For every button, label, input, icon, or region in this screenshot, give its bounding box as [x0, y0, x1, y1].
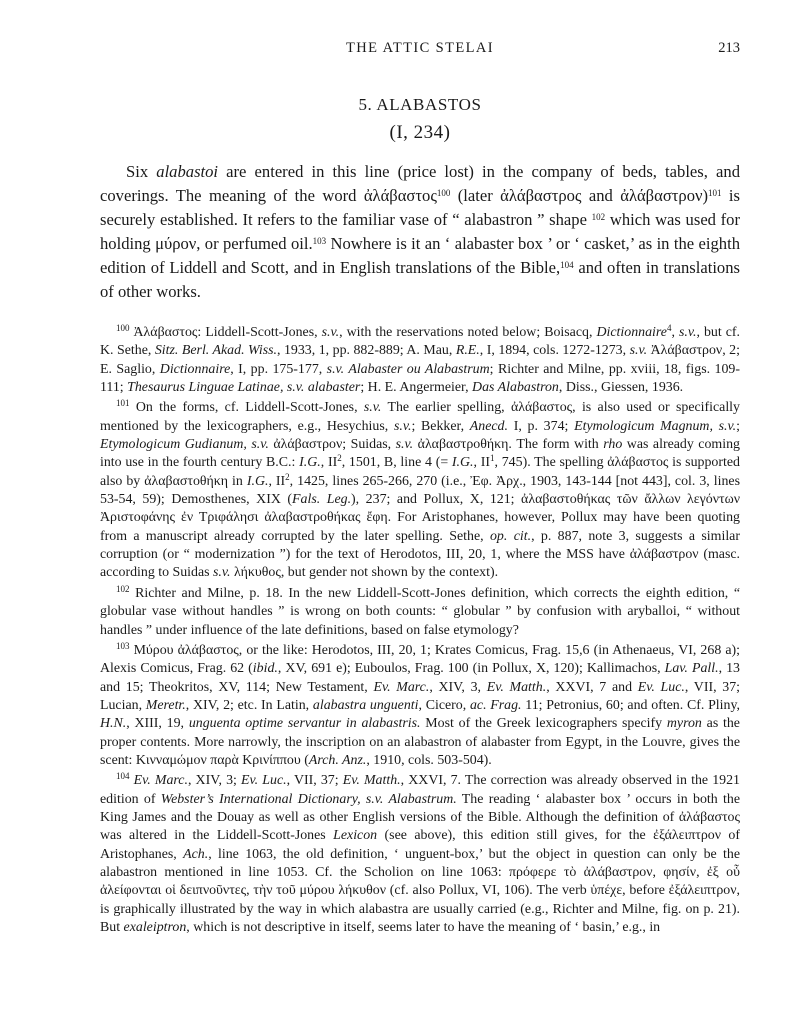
text-run: I, p. 374;: [507, 418, 575, 434]
italic-text: s.v.: [321, 325, 340, 340]
footnote-ref: 1: [490, 453, 495, 464]
text-run: , VII, 37; Lucian,: [100, 679, 741, 713]
text-run: ἀλάβαστρον; Suidas,: [268, 437, 396, 453]
text-run: , 1501, B, line 4 (=: [341, 455, 452, 471]
footnote-ref: 102: [116, 583, 130, 594]
italic-text: Ach.: [183, 846, 209, 862]
italic-text: Ev. Luc.: [241, 773, 287, 789]
text-run: , p. 887, note 3, suggests a similar corruption (or “ modernization ”) for the text of Herodotos, III, 20, 1, where the MSS have ἀλάβαστρον (masc. according to Suidas: [100, 528, 740, 581]
text-run: as the proper contents. More narrowly, the inscription on an alabastron of alabaster from Egypt, in the Louvre, gives the scent: Κινναμώμον παρὰ Κρινίππου (: [100, 716, 740, 768]
text-run: , but cf. K. Sethe,: [100, 325, 741, 359]
text-run: , II: [268, 473, 286, 489]
text-run: and often in translations of other works.: [100, 258, 740, 301]
italic-text: Lexicon: [333, 828, 378, 844]
italic-text: I.G.: [246, 473, 269, 489]
italic-text: alabastoi: [156, 162, 219, 181]
italic-text: Webster’s International Dictionary, s.v. Alabastrum.: [160, 791, 457, 807]
footnote: [100, 399, 740, 582]
italic-text: op. cit.: [489, 528, 532, 544]
text-run: Six: [126, 162, 157, 181]
section-subheading: (I, 234): [389, 122, 451, 143]
text-run: On the forms, cf. Liddell-Scott-Jones,: [129, 400, 364, 416]
text-run: , 745). The spelling ἀλάβαστος is supported also by ἀλαβαστοθήκη in: [100, 455, 740, 489]
text-run: , XIV, 2; etc. In Latin,: [185, 697, 313, 713]
text-run: Nowhere is it an ‘ alabaster box ’ or ‘ casket,’ as in the eighth edition of Liddell and Scott, and in English translations of the Bible,: [100, 234, 740, 277]
text-run: ,: [671, 325, 679, 340]
italic-text: s.v.: [213, 565, 231, 581]
footnote-ref: 104: [560, 260, 574, 270]
text-run: , which is not descriptive in itself, seems later to have the meaning of ‘ basin,’ e.g., in: [186, 920, 661, 935]
italic-text: ac. Frag.: [469, 697, 522, 713]
text-run: Μύρου ἀλάβαστος, or the like: Herodotos, III, 20, 1; Krates Comicus, Frag. 15,6 (in Athenaeus, VI, 268 a); Alexis Comicus, Frag. 62 (: [100, 642, 740, 677]
text-run: , 1933, 1, pp. 882-889; A. Mau,: [276, 343, 456, 359]
text-run: , XV, 691 e); Euboulos, Frag. 100 (in Pollux, X, 120); Kallimachos,: [277, 661, 665, 677]
italic-text: Sitz. Berl. Akad. Wiss.: [154, 343, 277, 359]
italic-text: Das Alabastron: [472, 380, 559, 396]
italic-text: exaleiptron: [123, 920, 187, 935]
section-heading: 5. ALABASTOS: [358, 95, 482, 114]
italic-text: Ev. Luc.: [637, 679, 685, 695]
page: [100, 40, 740, 939]
italic-text: Lav. Pall.: [664, 661, 719, 677]
body-paragraph: [100, 160, 740, 304]
text-run: , with the reservations noted below; Boisacq,: [339, 325, 597, 340]
text-run: , Diss., Giessen, 1936.: [558, 380, 684, 396]
footnote: [100, 585, 740, 640]
text-run: , XIV, 3,: [429, 679, 487, 695]
text-run: , XXVI, 7 and: [546, 679, 638, 695]
text-run: λήκυθος, but gender not shown by the context).: [230, 565, 499, 581]
page-number: 213: [718, 40, 740, 56]
text-run: Most of the Greek lexicographers specify: [420, 716, 667, 732]
text-run: are entered in this line (price lost) in the company of beds, tables, and coverings. The meaning of the word ἀλάβαστος: [100, 162, 740, 205]
footnote: [100, 642, 740, 770]
text-run: , XIV, 3;: [187, 773, 242, 789]
text-run: ; H. E. Angermeier,: [360, 380, 473, 396]
text-run: ), 237; and Pollux, X, 121; ἀλαβαστοθήκας τῶν ἄλλων λεγόντων Ἀριστοφάνης ἐν Τριφάλησι ἀλαβαστροθήκας ἔφη. For Aristophanes, however, Pollux may have been quoting from a manuscript already corrupted by the later spelling. Sethe,: [100, 492, 740, 544]
footnote-ref: 100: [436, 188, 451, 198]
italic-text: Fals. Leg.: [292, 492, 352, 508]
footnote-ref: 101: [708, 188, 722, 198]
italic-text: Dictionnaire: [596, 325, 667, 340]
text-run: , line 1063, the old definition, ‘ unguent-box,’ but the object in question can only be the alabastron mentioned in line 1053. Cf. the Scholion on line 1063: πρόφερε τὸ ἀλάβαστρον, φησίν, ἐξ οὗ ἀλείφονται οἱ δειπνοῦντες, τὴν τοῦ μύρου λήκυθον (cf. also Pollux, VI, 106). The verb ὑπέχε, before ἐξάλειπτρον, is graphically illustrated by the way in which alabastra are usually carried (e.g., Richter and Milne, fig. on p. 21). But: [100, 846, 741, 935]
italic-text: Ev. Matth.: [486, 679, 547, 695]
text-run: , XIII, 19,: [126, 716, 189, 732]
footnote-ref: 103: [312, 236, 327, 246]
text-run: , I, 1894, cols. 1272-1273,: [479, 343, 630, 359]
text-run: , I, pp. 175-177,: [230, 361, 327, 377]
text-run: , VII, 37;: [286, 773, 343, 789]
italic-text: s.v. Alabaster ou Alabastrum: [326, 361, 490, 377]
italic-text: Arch. Anz.: [308, 752, 367, 768]
running-head: [100, 40, 740, 64]
running-title: THE ATTIC STELAI: [345, 40, 495, 56]
italic-text: Anecd.: [469, 418, 508, 434]
italic-text: Etymologicum Magnum, s.v.: [574, 418, 737, 434]
text-run: ; Richter and Milne, pp. xviii, 18, figs. 109-111;: [100, 361, 740, 396]
italic-text: alabastra unguenti: [312, 697, 419, 713]
text-run: 11; Petronius, 60; and often. Cf. Pliny,: [521, 697, 740, 713]
italic-text: I.G.: [299, 455, 321, 471]
text-run: The earlier spelling, ἀλάβαστος, is also used or specifically mentioned by the lexicographers, e.g., Hesychius,: [100, 400, 740, 434]
footnote-ref: 2: [337, 453, 342, 464]
footnote-ref: 102: [591, 212, 606, 222]
footnote-ref: 101: [116, 398, 130, 409]
footnote-ref: 103: [116, 640, 130, 651]
italic-text: unguenta optime servantur in alabastris.: [188, 716, 421, 732]
text-run: ἀλαβαστροθήκη. The form with: [413, 437, 604, 453]
italic-text: Dictionnaire: [159, 361, 231, 377]
footnote-ref: 2: [285, 471, 290, 482]
text-run: , 1910, cols. 503-504).: [366, 752, 492, 768]
text-run: The reading ‘ alabaster box ’ occurs in both the King James and the Douay as well as other English versions of the Bible. Although the definition of ἀλάβαστος was altered in the Liddell-Scott-Jones: [100, 791, 740, 844]
footnote-ref: 104: [116, 771, 130, 782]
text-run: Richter and Milne, p. 18. In the new Liddell-Scott-Jones definition, which corrects the eighth edition, “ globular vase without handles ” is wrong on both counts: “ globular ” by confusion with aryballoi, “ without handles ” under influence of the late definitions, based on false etymology?: [100, 585, 740, 638]
italic-text: rho: [603, 437, 623, 453]
italic-text: Ev. Marc.: [133, 773, 188, 789]
italic-text: Ev. Matth.: [342, 773, 401, 789]
italic-text: s.v.: [678, 325, 697, 340]
italic-text: Thesaurus Linguae Latinae, s.v. alabaster: [127, 380, 361, 396]
text-run: , II: [320, 455, 338, 471]
italic-text: myron: [666, 716, 702, 732]
italic-text: ibid.: [252, 661, 278, 677]
text-run: Ἀλάβαστος: Liddell-Scott-Jones,: [129, 325, 322, 340]
text-run: ; Bekker,: [411, 418, 470, 434]
italic-text: s.v.: [395, 437, 414, 453]
text-run: , XXVI, 7. The correction was already observed in the 1921 edition of: [100, 773, 740, 807]
italic-text: R.E.: [455, 343, 480, 359]
text-run: ;: [736, 418, 740, 434]
text-run: (later ἀλάβαστρος and ἀλάβαστρον): [450, 186, 709, 205]
text-run: , 1425, lines 265-266, 270 (i.e., Ἐφ. Ἀρχ., 1903, 143-144 [not 443], col. 3, lines 53-54, 59); Demosthenes, XIX (: [100, 473, 740, 508]
text-run: is securely established. It refers to the familiar vase of “ alabastron ” shape: [100, 186, 741, 229]
italic-text: Meretr.: [145, 697, 186, 713]
text-run: was already coming into use in the fourth century B.C.:: [100, 437, 740, 471]
text-run: (see above), this edition still gives, for the ἐξάλειπτρον of Aristophanes,: [100, 828, 740, 862]
text-run: Ἀλάβαστρον, 2; E. Saglio,: [100, 343, 740, 377]
italic-text: I.G.: [451, 455, 474, 471]
footnote: [100, 324, 740, 397]
italic-text: s.v.: [393, 418, 412, 434]
footnotes: [100, 324, 740, 937]
text-run: , 13 and 15; Theokritos, XV, 114; New Testament,: [100, 661, 740, 695]
footnote-ref: 100: [116, 323, 130, 333]
italic-text: Ev. Marc.: [373, 679, 430, 695]
italic-text: Etymologicum Gudianum, s.v.: [100, 437, 269, 453]
text-run: which was used for holding μύρον, or perfumed oil.: [100, 210, 741, 253]
italic-text: s.v.: [363, 400, 382, 416]
text-run: , Cicero,: [418, 697, 470, 713]
text-run: , II: [473, 455, 491, 471]
italic-text: H.N.: [100, 716, 127, 732]
italic-text: s.v.: [629, 343, 648, 359]
footnote: [100, 772, 740, 937]
footnote-ref: 4: [666, 323, 672, 333]
